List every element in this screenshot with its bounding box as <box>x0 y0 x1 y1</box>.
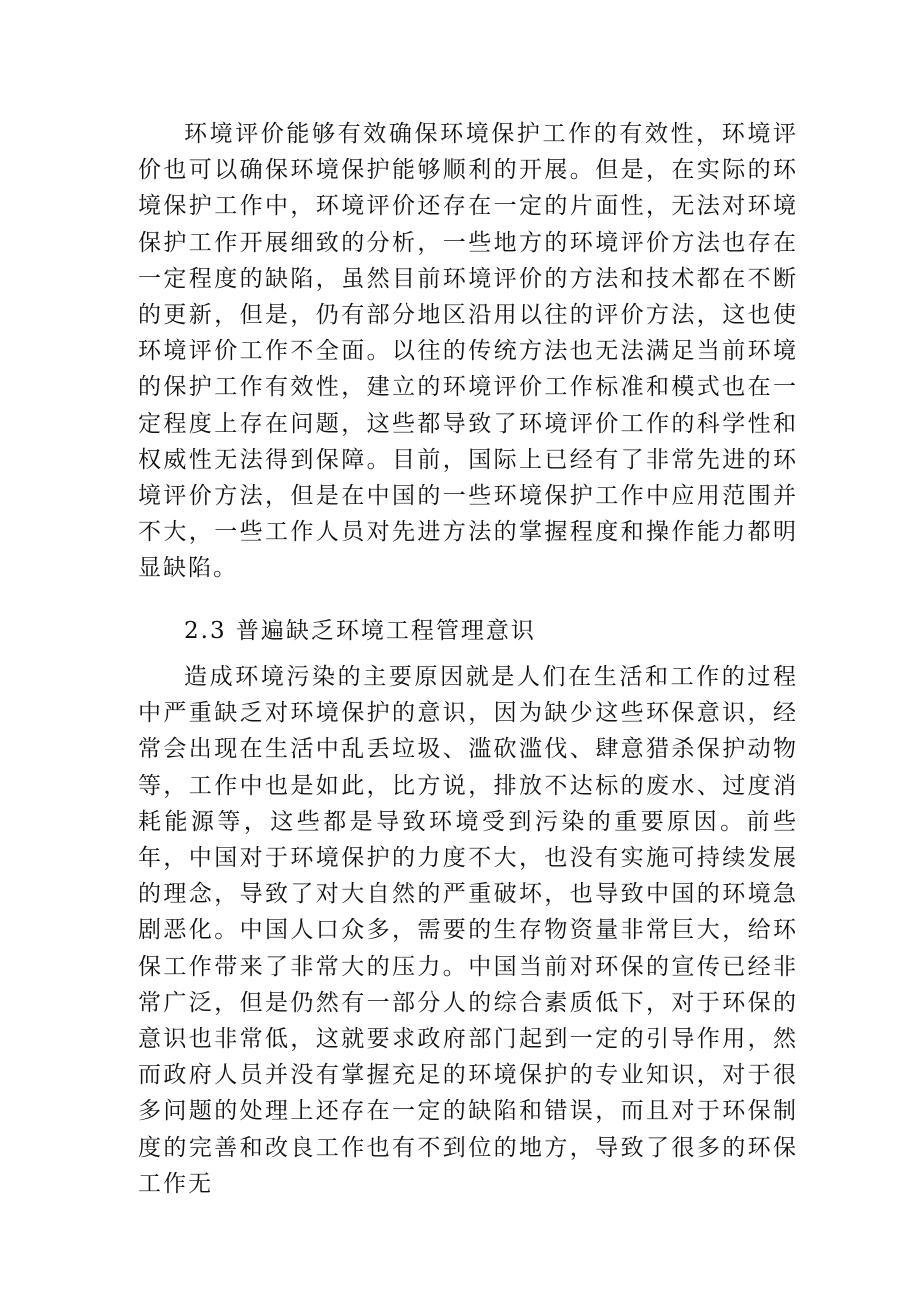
paragraph-text: 环境评价能够有效确保环境保护工作的有效性，环境评价也可以确保环境保护能够顺利的开展。但是，在实际的环境保护工作中，环境评价还存在一定的片面性，无法对环境保护工作开展细致的分析，一些地方的环境评价方法也存在一定程度的缺陷，虽然目前环境评价的方法和技术都在不断的更新，但是，仍有部分地区沿用以往的评价方法，这也使环境评价工作不全面。以往的传统方法也无法满足当前环境的保护工作有效性，建立的环境评价工作标准和模式也在一定程度上存在问题，这些都导致了环境评价工作的科学性和权威性无法得到保障。目前，国际上已经有了非常先进的环境评价方法，但是在中国的一些环境保护工作中应用范围并不大，一些工作人员对先进方法的掌握程度和操作能力都明显缺陷。 <box>138 121 798 582</box>
paragraph-text: 造成环境污染的主要原因就是人们在生活和工作的过程中严重缺乏对环境保护的意识，因为缺少这些环保意识，经常会出现在生活中乱丢垃圾、滥砍滥伐、肆意猎杀保护动物等，工作中也是如此，比方说，排放不达标的废水、过度消耗能源等，这些都是导致环境受到污染的重要原因。前些年，中国对于环境保护的力度不大，也没有实施可持续发展的理念，导致了对大自然的严重破坏，也导致中国的环境急剧恶化。中国人口众多，需要的生存物资量非常巨大，给环保工作带来了非常大的压力。中国当前对环保的宣传已经非常广泛，但是仍然有一部分人的综合素质低下，对于环保的意识也非常低，这就要求政府部门起到一定的引导作用，然而政府人员并没有掌握充足的环境保护的专业知识，对于很多问题的处理上还存在一定的缺陷和错误，而且对于环保制度的完善和改良工作也有不到位的地方，导致了很多的环保工作无 <box>138 664 798 1197</box>
paragraph-environmental-assessment <box>138 116 798 587</box>
section-heading-container <box>138 613 798 649</box>
section-heading: 2.3 普遍缺乏环境工程管理意识 <box>184 618 536 644</box>
paragraph-management-awareness <box>138 659 798 1202</box>
